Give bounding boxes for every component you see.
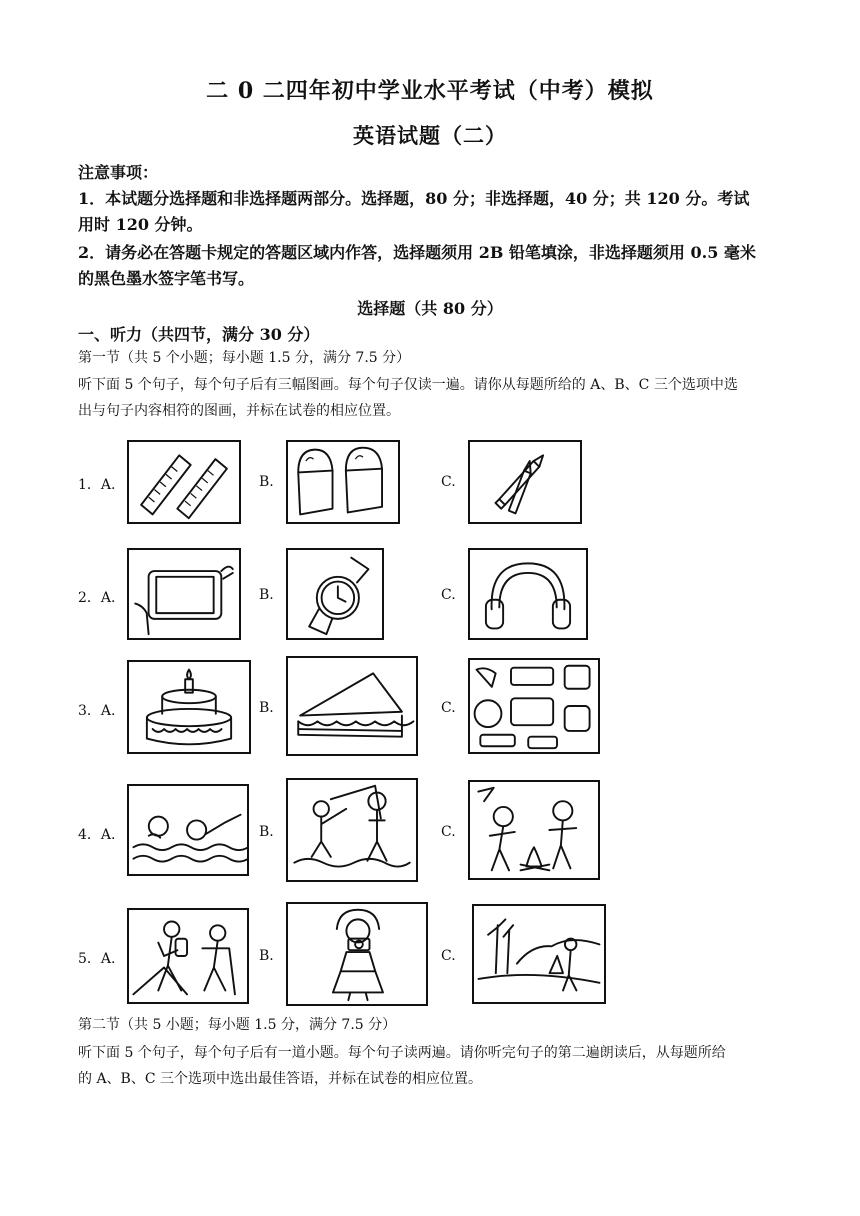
swimming-icon[interactable]: [127, 784, 249, 876]
sub-section-2-heading: 第二节（共 5 小题；每小题 1.5 分，满分 7.5 分）: [78, 1017, 397, 1033]
page-title: 二 0 二四年初中学业水平考试（中考）模拟: [206, 78, 654, 104]
notice-item-1-line-1: 1．本试题分选择题和非选择题两部分。选择题，80 分；非选择题，40 分；共 120 分。考试: [78, 189, 750, 208]
sub-section-2-instruction-line-1: 听下面 5 个句子，每个句子后有一道小题。每个句子读两遍。请你听完句子的第二遍朗读后，从每题所给: [78, 1045, 726, 1061]
q1-option-c-label: C.: [441, 474, 456, 490]
pencils-icon[interactable]: [468, 440, 582, 524]
q3-option-b-label: B.: [259, 700, 274, 716]
tablet-icon[interactable]: [127, 548, 241, 640]
q4-option-c-label: C.: [441, 824, 456, 840]
q2-option-a-label: 2．A.: [78, 590, 116, 606]
watch-icon[interactable]: [286, 548, 384, 640]
notice-heading: 注意事项：: [78, 163, 159, 182]
notice-item-1-line-2: 用时 120 分钟。: [78, 215, 203, 234]
sandwich-icon[interactable]: [286, 656, 418, 756]
notice-item-2-line-2: 的黑色墨水签字笔书写。: [78, 269, 255, 288]
painting-outdoors-icon[interactable]: [472, 904, 606, 1004]
q4-option-a-label: 4．A.: [78, 827, 116, 843]
q5-option-c-label: C.: [441, 948, 456, 964]
q5-option-b-label: B.: [259, 948, 274, 964]
q4-option-b-label: B.: [259, 824, 274, 840]
q3-option-a-label: 3．A.: [78, 703, 116, 719]
q2-option-b-label: B.: [259, 587, 274, 603]
part-1-heading: 一、听力（共四节，满分 30 分）: [78, 325, 320, 344]
sub-section-1-heading: 第一节（共 5 个小题；每小题 1.5 分，满分 7.5 分）: [78, 350, 411, 366]
sub-section-1-instruction-line-1: 听下面 5 个句子，每个句子后有三幅图画。每个句子仅读一遍。请你从每题所给的 A、B、C 三个选项中选: [78, 377, 738, 393]
sub-section-1-instruction-line-2: 出与句子内容相符的图画，并标在试卷的相应位置。: [78, 403, 400, 419]
headphones-icon[interactable]: [468, 548, 588, 640]
girl-camera-icon[interactable]: [286, 902, 428, 1006]
birthday-cake-icon[interactable]: [127, 660, 251, 754]
rulers-icon[interactable]: [127, 440, 241, 524]
sub-section-2-instruction-line-2: 的 A、B、C 三个选项中选出最佳答语，并标在试卷的相应位置。: [78, 1071, 483, 1087]
q5-option-a-label: 5．A.: [78, 951, 116, 967]
erasers-icon[interactable]: [286, 440, 400, 524]
campfire-icon[interactable]: [468, 780, 600, 880]
q1-option-b-label: B.: [259, 474, 274, 490]
notice-item-2-line-1: 2．请务必在答题卡规定的答题区域内作答，选择题须用 2B 铅笔填涂，非选择题须用 0.5 毫米: [78, 243, 756, 262]
q2-option-c-label: C.: [441, 587, 456, 603]
fishing-icon[interactable]: [286, 778, 418, 882]
hiking-icon[interactable]: [127, 908, 249, 1004]
section-heading: 选择题（共 80 分）: [357, 299, 503, 318]
q1-option-a-label: 1．A.: [78, 477, 116, 493]
page-subtitle: 英语试题（二）: [353, 123, 507, 148]
cookies-icon[interactable]: [468, 658, 600, 754]
q3-option-c-label: C.: [441, 700, 456, 716]
